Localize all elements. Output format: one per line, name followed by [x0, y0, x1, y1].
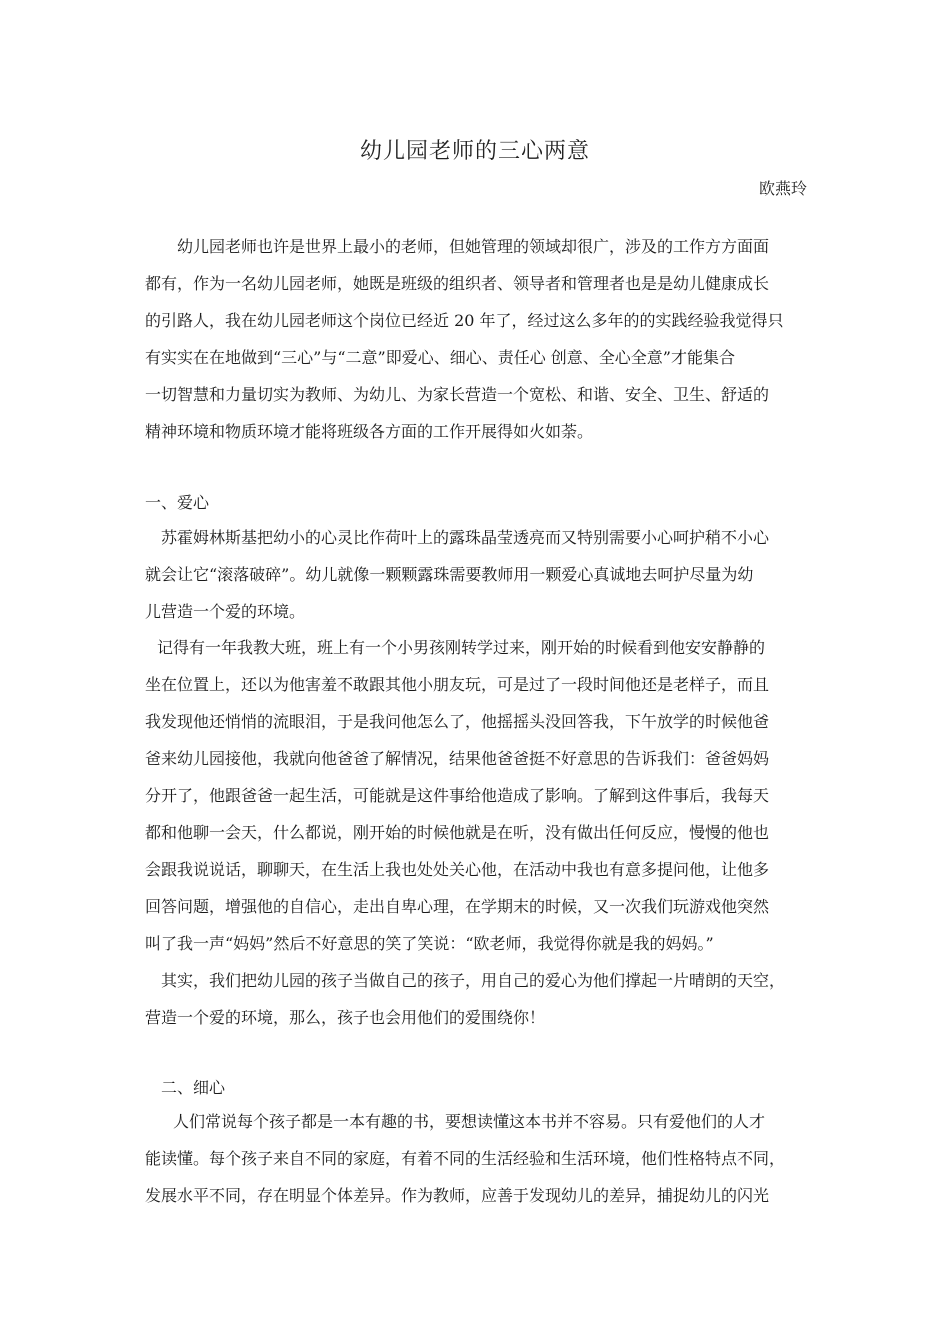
- s2-p1-line-1: 人们常说每个孩子都是一本有趣的书，要想读懂这本书并不容易。只有爱他们的人才: [173, 1112, 766, 1131]
- s1-p3-line-1: 其实，我们把幼儿园的孩子当做自己的孩子，用自己的爱心为他们撑起一片晴朗的天空，: [161, 971, 786, 990]
- section-heading-love: 一、爱心: [145, 493, 210, 512]
- s1-p2-line-7: 会跟我说说话，聊聊天，在生活上我也处处关心他，在活动中我也有意多提问他，让他多: [145, 860, 770, 879]
- s1-p1-line-1: 苏霍姆林斯基把幼小的心灵比作荷叶上的露珠晶莹透亮而又特别需要小心呵护稍不小心: [161, 528, 770, 547]
- intro-line-2: 都有，作为一名幼儿园老师，她既是班级的组织者、领导者和管理者也是是幼儿健康成长: [145, 274, 770, 293]
- intro-line-4: 有实实在在地做到“三心”与“二意”即爱心、细心、责任心 创意、全心全意”才能集合: [145, 348, 735, 367]
- s1-p2-line-8: 回答问题，增强他的自信心，走出自卑心理，在学期末的时候，又一次我们玩游戏他突然: [145, 897, 770, 916]
- s1-p2-line-5: 分开了，他跟爸爸一起生活，可能就是这件事给他造成了影响。了解到这件事后，我每天: [145, 786, 770, 805]
- s2-p1-line-3: 发展水平不同，存在明显个体差异。作为教师，应善于发现幼儿的差异，捕捉幼儿的闪光: [145, 1186, 770, 1205]
- s1-p2-line-1: 记得有一年我教大班，班上有一个小男孩刚转学过来，刚开始的时候看到他安安静静的: [157, 638, 766, 657]
- s2-p1-line-2: 能读懂。每个孩子来自不同的家庭，有着不同的生活经验和生活环境，他们性格特点不同，: [145, 1149, 786, 1168]
- intro-line-6: 精神环境和物质环境才能将班级各方面的工作开展得如火如荼。: [145, 422, 594, 441]
- s1-p2-line-2: 坐在位置上，还以为他害羞不敢跟其他小朋友玩，可是过了一段时间他还是老样子，而且: [145, 675, 770, 694]
- intro-line-5: 一切智慧和力量切实为教师、为幼儿、为家长营造一个宽松、和谐、安全、卫生、舒适的: [145, 385, 770, 404]
- author-name: 欧燕玲: [758, 179, 807, 198]
- intro-line-1: 幼儿园老师也许是世界上最小的老师，但她管理的领域却很广，涉及的工作方方面面: [177, 237, 770, 256]
- s1-p2-line-9: 叫了我一声“妈妈”然后不好意思的笑了笑说：“欧老师，我觉得你就是我的妈妈。”: [145, 934, 714, 953]
- section-heading-care: 二、细心: [161, 1078, 226, 1097]
- page-title: 幼儿园老师的三心两意: [359, 139, 590, 164]
- s1-p1-line-3: 儿营造一个爱的环境。: [145, 602, 306, 621]
- intro-line-3: 的引路人，我在幼儿园老师这个岗位已经近 20 年了，经过这么多年的的实践经验我觉得只: [145, 311, 784, 330]
- s1-p2-line-4: 爸来幼儿园接他，我就向他爸爸了解情况，结果他爸爸挺不好意思的告诉我们：爸爸妈妈: [145, 749, 770, 768]
- s1-p2-line-6: 都和他聊一会天，什么都说，刚开始的时候他就是在听，没有做出任何反应，慢慢的他也: [145, 823, 770, 842]
- s1-p3-line-2: 营造一个爱的环境，那么，孩子也会用他们的爱围绕你！: [145, 1008, 546, 1027]
- s1-p1-line-2: 就会让它“滚落破碎”。幼儿就像一颗颗露珠需要教师用一颗爱心真诚地去呵护尽量为幼: [145, 565, 754, 584]
- s1-p2-line-3: 我发现他还悄悄的流眼泪，于是我问他怎么了，他摇摇头没回答我，下午放学的时候他爸: [145, 712, 770, 731]
